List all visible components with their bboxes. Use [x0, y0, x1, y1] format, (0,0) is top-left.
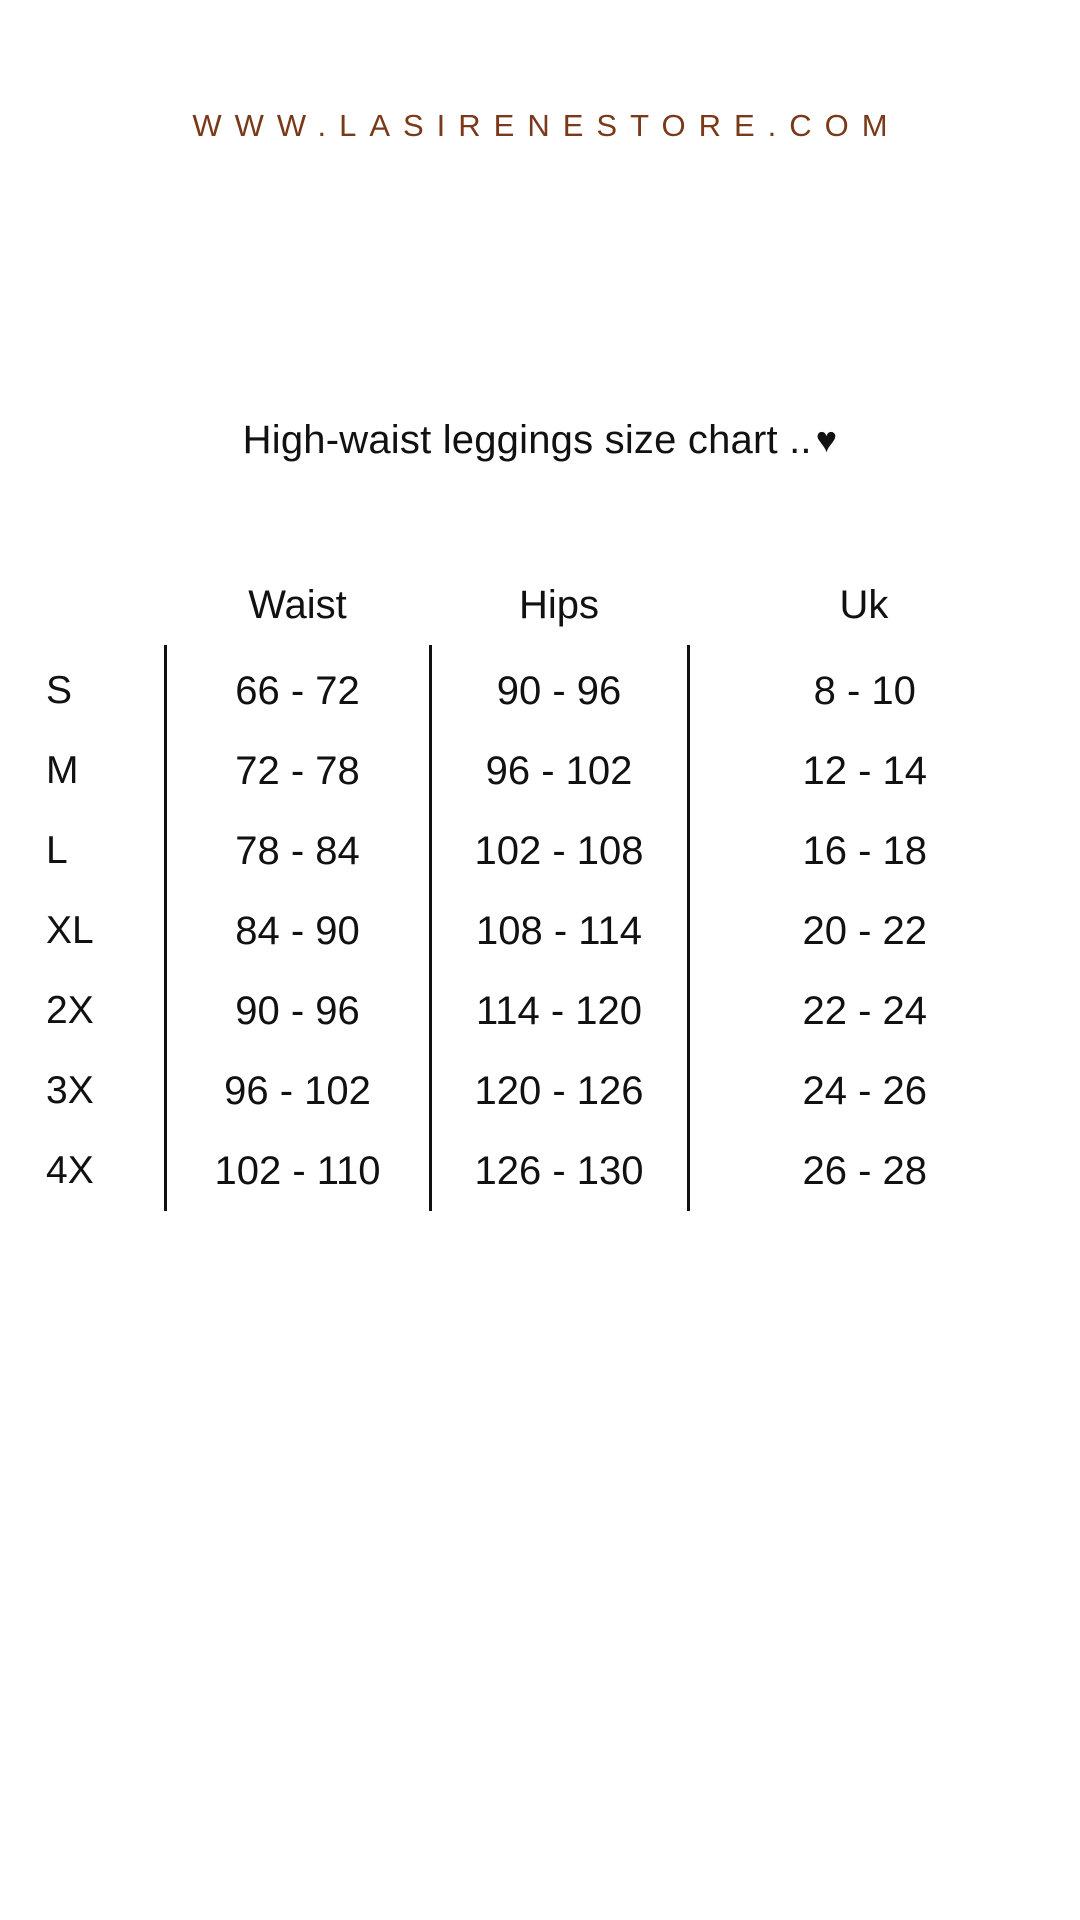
cell-uk: 22 - 24	[688, 971, 1040, 1051]
column-header-hips: Hips	[518, 582, 600, 627]
table-row	[40, 1131, 1040, 1211]
page-title	[0, 418, 1080, 463]
table-row	[40, 1051, 1040, 1131]
cell-size: 3X	[46, 1069, 94, 1112]
cell-hips: 126 - 130	[430, 1131, 688, 1211]
cell-waist: 90 - 96	[165, 971, 430, 1051]
cell-waist: 84 - 90	[165, 891, 430, 971]
table-row	[40, 645, 1040, 731]
cell-hips: 90 - 96	[430, 645, 688, 731]
table-row	[40, 891, 1040, 971]
cell-waist: 66 - 72	[165, 645, 430, 731]
cell-hips: 96 - 102	[430, 731, 688, 811]
table-row	[40, 811, 1040, 891]
cell-size: 4X	[46, 1149, 94, 1192]
column-header-waist: Waist	[248, 582, 347, 627]
cell-uk: 20 - 22	[688, 891, 1040, 971]
table-row	[40, 971, 1040, 1051]
cell-hips: 108 - 114	[430, 891, 688, 971]
heart-icon: ♥	[815, 419, 838, 460]
cell-size: S	[46, 669, 73, 712]
cell-waist: 78 - 84	[165, 811, 430, 891]
cell-waist: 102 - 110	[165, 1131, 430, 1211]
cell-uk: 8 - 10	[688, 645, 1040, 731]
cell-uk: 12 - 14	[688, 731, 1040, 811]
site-url: WWW.LASIRENESTORE.COM	[192, 108, 901, 143]
column-header-size	[40, 565, 165, 645]
cell-size: XL	[46, 909, 94, 952]
size-table	[40, 565, 1040, 1211]
cell-uk: 16 - 18	[688, 811, 1040, 891]
table-header-row	[40, 565, 1040, 645]
table-body	[40, 645, 1040, 1211]
cell-hips: 120 - 126	[430, 1051, 688, 1131]
cell-hips: 102 - 108	[430, 811, 688, 891]
table-header	[40, 565, 1040, 645]
cell-size: M	[46, 749, 79, 792]
page-title-text: High-waist leggings size chart ..	[242, 418, 812, 462]
cell-size: L	[46, 829, 68, 872]
table-row	[40, 731, 1040, 811]
cell-size: 2X	[46, 989, 94, 1032]
cell-waist: 96 - 102	[165, 1051, 430, 1131]
column-header-uk: Uk	[839, 582, 889, 627]
size-chart	[40, 565, 1040, 1211]
cell-uk: 24 - 26	[688, 1051, 1040, 1131]
cell-hips: 114 - 120	[430, 971, 688, 1051]
cell-uk: 26 - 28	[688, 1131, 1040, 1211]
cell-waist: 72 - 78	[165, 731, 430, 811]
